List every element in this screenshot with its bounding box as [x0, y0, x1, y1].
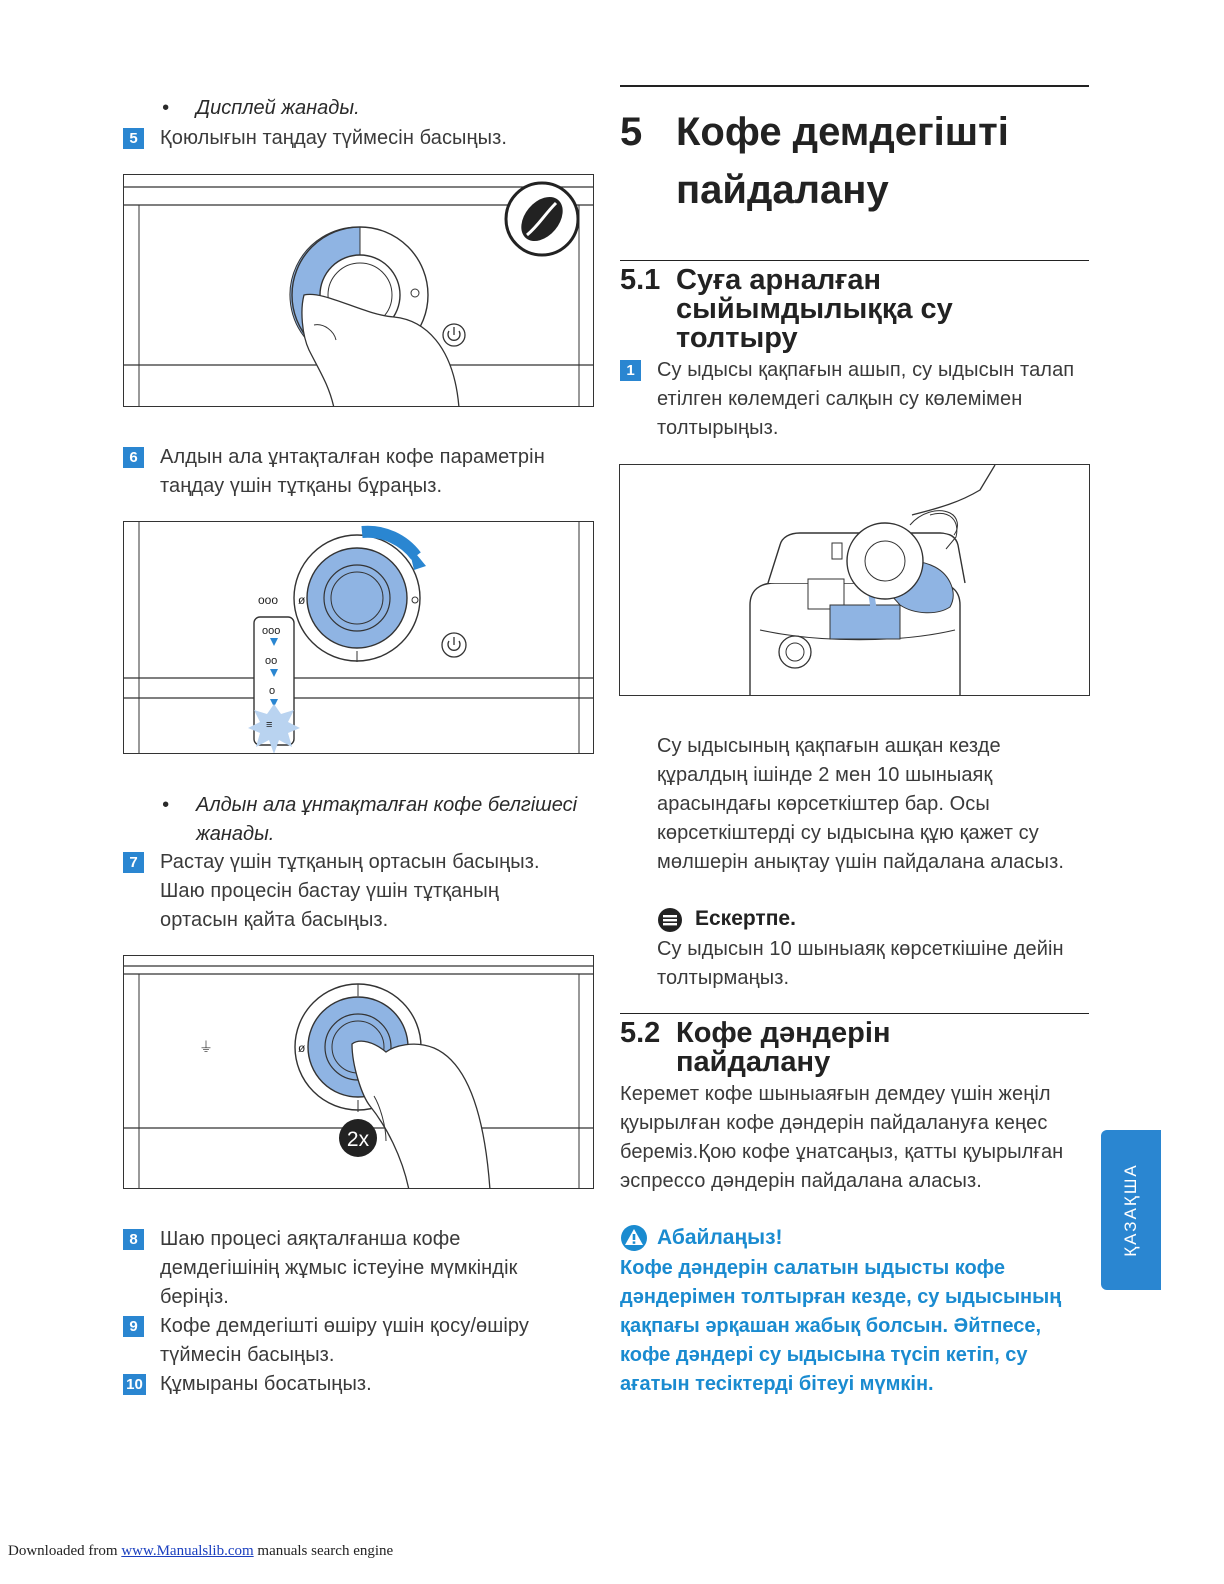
step-1-line2: етілген көлемдегі салқын су көлемімен — [657, 388, 1023, 410]
warning-text-line2: дәндерімен толтырған кезде, су ыдысының — [620, 1286, 1062, 1308]
svg-text:oo: oo — [265, 655, 278, 667]
svg-text:ø: ø — [298, 1041, 306, 1055]
note-text-line2: толтырмаңыз. — [657, 967, 790, 989]
language-tab — [1101, 1130, 1161, 1290]
step-9-line2: түймесін басыңыз. — [160, 1344, 335, 1366]
section-5-2-number: 5.2 — [620, 1017, 661, 1049]
note-text-line1: Су ыдысын 10 шыныаяқ көрсеткішіне дейін — [657, 938, 1064, 960]
svg-text:ooo: ooo — [258, 593, 279, 607]
chapter-title-line2: пайдалану — [676, 168, 889, 212]
warning-text-line4: кофе дәндері су ыдысына түсіп кетіп, су — [620, 1344, 1028, 1366]
illustration-dial-double-press — [124, 956, 594, 1189]
figure-rinse-press — [123, 955, 594, 1189]
badge-2x: 2x — [346, 1128, 370, 1151]
chapter-title-line1: Кофе демдегішті — [676, 110, 1009, 154]
step-7-line1: Растау үшін тұтқаның ортасын басыңыз. — [160, 851, 540, 873]
footer — [8, 1543, 393, 1560]
step-7-number: 7 — [123, 852, 144, 873]
footer-prefix: Downloaded from — [8, 1543, 118, 1559]
section-5-1-title-line3: толтыру — [676, 322, 798, 354]
warning-title: Абайлаңыз! — [657, 1226, 783, 1249]
svg-text:o: o — [269, 685, 276, 697]
para2-line1: Керемет кофе шыныаяғын демдеу үшін жеңіл — [620, 1083, 1051, 1105]
section-5-1-number: 5.1 — [620, 264, 661, 296]
chapter-number: 5 — [620, 110, 643, 154]
svg-text:⏚: ⏚ — [199, 1039, 213, 1055]
step-9-number: 9 — [123, 1316, 144, 1337]
section-5-2-title-line2: пайдалану — [676, 1046, 831, 1078]
step-6-line2: таңдау үшін тұтқаны бұраңыз. — [160, 475, 443, 497]
para2-line4: эспрессо дәндерін пайдалана аласыз. — [620, 1170, 982, 1192]
illustration-dial-rotate — [124, 522, 594, 754]
bullet-display-on: Дисплей жанады. — [196, 97, 360, 119]
figure-strength-button — [123, 174, 594, 407]
section-5-1-title-line1: Суға арналған — [676, 264, 881, 296]
illustration-dial-press — [124, 175, 594, 407]
warning-text-line5: ағатын тесіктерді бітеуі мүмкін. — [620, 1373, 934, 1395]
step-5-text: Қоюлығын таңдау түймесін басыңыз. — [160, 127, 508, 149]
para1-line5: мөлшерін анықтау үшін пайдалана аласыз. — [657, 851, 1065, 873]
section-5-1-title-line2: сыйымдылыққа су — [676, 293, 953, 325]
language-tab-label: ҚАЗАҚША — [1121, 1163, 1140, 1257]
note-title: Ескертпе. — [695, 907, 796, 930]
bullet-icon-lights-2: жанады. — [196, 823, 275, 845]
para1-line2: құралдың ішінде 2 мен 10 шыныаяқ — [657, 764, 993, 786]
step-8-line2: демдегішінің жұмыс істеуіне мүмкіндік — [160, 1257, 518, 1279]
note-icon — [657, 907, 683, 933]
section-rule — [620, 1013, 1089, 1014]
footer-link[interactable]: www.Manualslib.com — [121, 1543, 254, 1559]
step-10-number: 10 — [123, 1374, 146, 1395]
svg-text:ooo: ooo — [262, 625, 281, 637]
figure-fill-water-tank — [619, 464, 1090, 696]
step-5-number: 5 — [123, 128, 144, 149]
figure-ground-coffee-dial — [123, 521, 594, 754]
bullet-icon-lights-1: Алдын ала ұнтақталған кофе белгішесі — [196, 794, 578, 816]
para1-line4: көрсеткіштерді су ыдысына құю қажет су — [657, 822, 1039, 844]
warning-text-line3: қақпағы әрқашан жабық болсын. Әйтпесе, — [620, 1315, 1042, 1337]
para2-line2: қуырылған кофе дәндерін пайдалануға кеңес — [620, 1112, 1048, 1134]
chapter-rule — [620, 85, 1089, 87]
step-8-line3: беріңіз. — [160, 1286, 229, 1308]
step-9-line1: Кофе демдегішті өшіру үшін қосу/өшіру — [160, 1315, 529, 1337]
step-1-line1: Су ыдысы қақпағын ашып, су ыдысын талап — [657, 359, 1075, 381]
warning-text-line1: Кофе дәндерін салатын ыдысты кофе — [620, 1257, 1006, 1279]
section-5-2-title-line1: Кофе дәндерін — [676, 1017, 891, 1049]
step-7-line3: ортасын қайта басыңыз. — [160, 909, 389, 931]
bullet-dot: • — [162, 794, 170, 816]
svg-text:≡: ≡ — [266, 719, 273, 731]
svg-text:ø: ø — [298, 593, 306, 607]
step-10-text: Құмыраны босатыңыз. — [160, 1373, 372, 1395]
para1-line3: арасындағы көрсеткіштер бар. Осы — [657, 793, 990, 815]
step-8-number: 8 — [123, 1229, 144, 1250]
footer-suffix: manuals search engine — [257, 1543, 394, 1559]
bullet-dot: • — [162, 97, 170, 119]
step-6-number: 6 — [123, 447, 144, 468]
section-rule — [620, 260, 1089, 261]
step-1-line3: толтырыңыз. — [657, 417, 779, 439]
warning-icon — [620, 1224, 648, 1252]
para1-line1: Су ыдысының қақпағын ашқан кезде — [657, 735, 1001, 757]
step-8-line1: Шаю процесі аяқталғанша кофе — [160, 1228, 461, 1250]
illustration-water-pouring — [620, 465, 1090, 696]
step-7-line2: Шаю процесін бастау үшін тұтқаның — [160, 880, 500, 902]
para2-line3: береміз.Қою кофе ұнатсаңыз, қатты қуырылған — [620, 1141, 1064, 1163]
step-6-line1: Алдын ала ұнтақталған кофе параметрін — [160, 446, 545, 468]
step-1-number: 1 — [620, 360, 641, 381]
